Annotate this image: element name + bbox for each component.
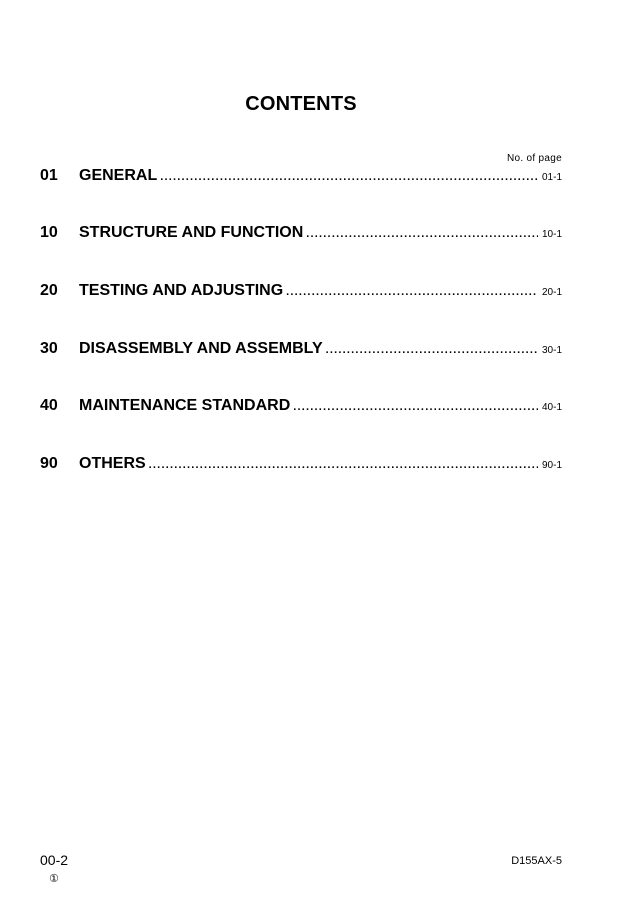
toc-section-number: 30 <box>40 340 58 357</box>
toc-section-title: OTHERS <box>79 455 146 472</box>
page-title: CONTENTS <box>245 93 357 115</box>
toc-page-number: 01-1 <box>541 172 562 183</box>
footer-revision-mark: ① <box>49 873 59 885</box>
toc-section-title: GENERAL <box>79 167 158 184</box>
toc-entry-disassembly-and-assembly[interactable] <box>40 340 562 362</box>
toc-entry-others[interactable] <box>40 455 562 477</box>
toc-dot-leader <box>286 286 538 298</box>
toc-page-number: 30-1 <box>541 345 562 356</box>
footer-page-number: 00-2 <box>40 852 69 868</box>
toc-entry-testing-and-adjusting[interactable] <box>40 282 562 304</box>
toc-dot-leader <box>326 344 538 356</box>
toc-section-title: STRUCTURE AND FUNCTION <box>79 224 304 241</box>
toc-page-number: 20-1 <box>541 287 562 298</box>
toc-section-title: MAINTENANCE STANDARD <box>79 397 291 414</box>
toc-section-number: 01 <box>40 167 58 184</box>
toc-entry-maintenance-standard[interactable] <box>40 397 562 419</box>
toc-entry-general[interactable] <box>40 167 562 189</box>
footer-model: D155AX-5 <box>511 855 562 867</box>
toc-page-number: 90-1 <box>541 460 562 471</box>
toc-page-number: 10-1 <box>541 229 562 240</box>
toc-dot-leader <box>293 401 538 413</box>
toc-page-number: 40-1 <box>541 402 562 413</box>
toc-section-title: DISASSEMBLY AND ASSEMBLY <box>79 340 323 357</box>
toc-dot-leader <box>149 459 538 471</box>
toc-dot-leader <box>306 228 538 240</box>
toc-section-number: 90 <box>40 455 58 472</box>
toc-section-number: 10 <box>40 224 58 241</box>
toc-entry-structure-and-function[interactable] <box>40 224 562 246</box>
toc-section-number: 20 <box>40 282 58 299</box>
page-column-header: No. of page <box>506 153 562 164</box>
toc-section-title: TESTING AND ADJUSTING <box>79 282 284 299</box>
toc-section-number: 40 <box>40 397 58 414</box>
toc-dot-leader <box>160 171 538 183</box>
